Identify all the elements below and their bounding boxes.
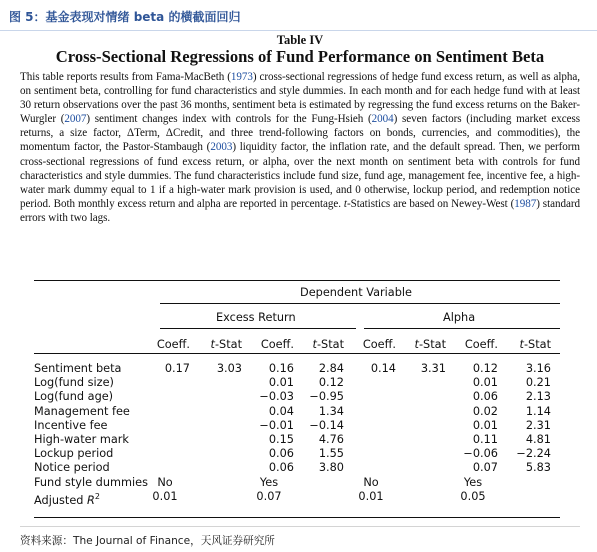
paper-page [20, 33, 580, 225]
coeff-column-header: Coeff. [464, 338, 498, 351]
table-cell: 0.15 [268, 433, 294, 446]
row-label: Notice period [34, 461, 110, 475]
table-cell: −0.14 [309, 418, 344, 432]
table-cell: 2.31 [525, 418, 551, 432]
table-cell: 4.81 [525, 433, 551, 446]
figure-title: 图 5：基金表现对情绪 beta 的横截面回归 [9, 10, 241, 24]
row-label: Log(fund size) [34, 376, 114, 390]
table-cell: 0.01 [472, 376, 498, 390]
table-cell: 4.76 [318, 433, 344, 446]
table-cell: 3.80 [318, 461, 344, 475]
table-cell: No [363, 475, 379, 489]
coeff-column-header: Coeff. [362, 338, 396, 351]
excess-return-header: Excess Return [216, 311, 296, 324]
source-note: 资料来源：The Journal of Finance，天风证券研究所 [20, 535, 275, 547]
table-cell: 0.14 [370, 362, 396, 375]
citation-link[interactable]: 2004 [371, 113, 394, 126]
citation-link[interactable]: 2003 [210, 141, 233, 154]
row-label: High-water mark [34, 433, 129, 446]
tstat-column-header: t-Stat [210, 338, 242, 351]
excess-return-rule [160, 328, 356, 329]
table-cell: −2.24 [516, 447, 551, 461]
table-cell: 0.11 [472, 433, 498, 446]
row-label: Management fee [34, 404, 130, 418]
table-cell: 0.21 [525, 376, 551, 390]
row-label: Lockup period [34, 447, 114, 461]
table-cell: Yes [463, 475, 483, 489]
tstat-column-header: t-Stat [414, 338, 446, 351]
row-label: Log(fund age) [34, 390, 114, 404]
table-cell: 2.84 [318, 362, 344, 375]
row-label: Fund style dummies [34, 475, 148, 489]
row-label: Incentive fee [34, 418, 108, 432]
citation-link[interactable]: 2007 [64, 113, 87, 126]
citation-link[interactable]: 1973 [230, 71, 253, 83]
table-top-rule [34, 280, 560, 281]
table-cell: −0.03 [259, 390, 294, 404]
table-cell: 1.34 [318, 404, 344, 418]
table-cell: 0.07 [472, 461, 498, 475]
alpha-header: Alpha [443, 311, 476, 324]
table-cell: 0.12 [472, 362, 498, 375]
table-cell: 3.31 [420, 362, 446, 375]
table-cell: −0.06 [463, 447, 498, 461]
table-cell: 0.06 [268, 461, 294, 475]
table-number: Table IV [276, 33, 324, 47]
row-label: Adjusted $R^2$ [34, 491, 100, 507]
dependent-variable-header: Dependent Variable [300, 286, 412, 299]
table-cell: 1.55 [318, 447, 344, 461]
table-cell: 0.12 [318, 376, 344, 390]
tstat-column-header: t-Stat [519, 338, 551, 351]
table-cell: 0.04 [268, 404, 294, 418]
table-cell: 3.16 [525, 362, 551, 375]
table-bottom-rule [34, 517, 560, 518]
coeff-column-header: Coeff. [260, 338, 294, 351]
citation-link[interactable]: 1987 [514, 197, 537, 210]
coeff-column-header: Coeff. [156, 338, 190, 351]
table-cell: 0.06 [268, 447, 294, 461]
table-cell: 3.03 [216, 362, 242, 375]
table-cell: 0.16 [268, 362, 294, 375]
table-cell: 0.01 [152, 489, 178, 503]
table-cell: No [157, 475, 173, 489]
column-header-rule [34, 353, 560, 354]
table-cell: 2.13 [525, 390, 551, 404]
table-cell: 0.01 [358, 489, 384, 503]
table-cell: −0.95 [309, 390, 344, 404]
row-label: Sentiment beta [34, 362, 122, 375]
table-cell: 0.02 [472, 404, 498, 418]
table-cell: 5.83 [525, 461, 551, 475]
table-cell: 0.01 [472, 418, 498, 432]
table-caption: This table reports results from Fama-MacBeth (1973) cross-sectional regressions of hedge fund excess return, as well as alpha, on sentiment beta, controlling for fund characteristics and style dummies. In each month and for each hedge fund with at least 30 return observations over the past 36 months, sentiment beta is estimated by regressing the fund excess returns on the Baker-Wurgler (2007) sentiment changes index with controls for the Fung-Hsieh (2004) seven factors (including market excess returns, a size factor, ΔTerm, ΔCredit, and three trend-following factors on bonds, currencies, and commodities), the momentum factor, the Pastor-Stambaugh (2003) liquidity factor, the inflation rate, and the default spread. Then, we perform cross-sectional regressions of fund excess return, or alpha, over the next month on sentiment beta with controls for fund characteristics and style dummies. The fund characteristics include fund size, fund age, management fee, incentive fee, a high-water mark dummy equal to 1 if a high-water mark provision is used, and 0 otherwise, lockup period, and redemption notice period. Both monthly excess return and alpha are reported in percentage. t-Statistics are based on Newey-West (1987) standard errors with two lags. [20, 71, 580, 224]
table-cell: 0.07 [256, 489, 282, 503]
tstat-column-header: t-Stat [312, 338, 344, 351]
table-cell: 0.17 [164, 362, 190, 375]
table-cell: −0.01 [259, 418, 294, 432]
header-rule [160, 303, 560, 304]
table-cell: 0.05 [460, 489, 486, 503]
source-divider [20, 526, 580, 527]
alpha-rule [364, 328, 560, 329]
table-cell: 1.14 [525, 404, 551, 418]
table-cell: 0.01 [268, 376, 294, 390]
table-title: Cross-Sectional Regressions of Fund Performance on Sentiment Beta [55, 47, 545, 66]
figure-header [0, 0, 597, 31]
table-cell: Yes [259, 475, 279, 489]
table-cell: 0.06 [472, 390, 498, 404]
